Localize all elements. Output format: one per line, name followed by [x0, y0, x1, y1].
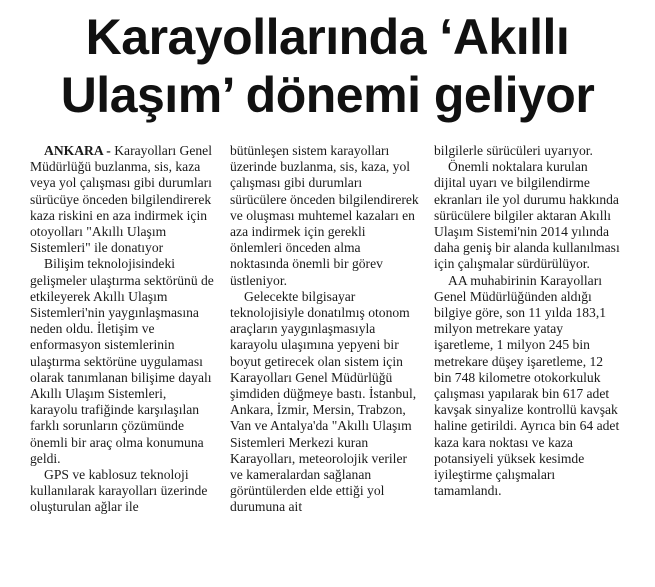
paragraph: Önemli noktalara kurulan dijital uyarı ve bilgilendirme ekranları ile yol durumu hakkında sürücülere bilgiler aktaran Akıllı Ulaşım Sistemi'nin 2014 yılında daha geniş bir alanda kullanılması için çalışmalar sürdürülüyor.	[434, 159, 620, 272]
paragraph: GPS ve kablosuz teknoloji kullanılarak karayolları üzerinde oluşturulan ağlar ile	[30, 467, 208, 515]
paragraph: bilgilerle sürücüleri uyarıyor.	[434, 143, 593, 158]
paragraph-text: Karayolları Genel Müdürlüğü buzlanma, sis, kaza veya yol çalışması gibi durumları sürücüye önceden bilgilendirerek kaza riskini en aza indirmek için otoyolları "Akıllı Ulaşım Sistemleri" ile donatıyor	[30, 143, 212, 256]
paragraph: bütünleşen sistem karayolları üzerinde buzlanma, sis, kaza, yol çalışması gibi durumları sürücülere önceden bilgilendirerek ve oluşması muhtemel kazaları en aza indirmek için gerekli önlemleri önceden alma noktasında önemli bir görev üstleniyor.	[230, 143, 419, 288]
paragraph: Bilişim teknolojisindeki gelişmeler ulaştırma sektörünü de etkileyerek Akıllı Ulaşım Sistemleri'nin yaygınlaşmasına neden oldu. İletişim ve enformasyon sistemlerinin ulaştırma sektörüne uygulaması olarak tanımlanan bilişime dayalı Akıllı Ulaşım Sistemleri, karayolu trafiğinde karşılaşılan farklı sorunların çözümünde önemli bir araç olma konumuna geldi.	[30, 256, 214, 466]
dateline: ANKARA -	[44, 143, 111, 158]
paragraph: Gelecekte bilgisayar teknolojisiyle donatılmış otonom araçların yaygınlaşmasıyla karayolu ulaşımına yepyeni bir boyut getirecek olan sistem için Karayolları Genel Müdürlüğü şimdiden düğmeye bastı. İstanbul, Ankara, İzmir, Mersin, Trabzon, Van ve Antalya'da "Akıllı Ulaşım Sistemleri Merkezi kuran Karayolları, meteorolojik veriler ve kameralardan sağlanan görüntülerden elde ettiği yol durumuna ait	[230, 288, 417, 515]
column-3	[434, 143, 622, 587]
article-body	[30, 143, 645, 587]
paragraph	[30, 143, 215, 256]
column-1	[30, 143, 215, 587]
paragraph: AA muhabirinin Karayolları Genel Müdürlüğünden aldığı bilgiye göre, son 11 yılda 183,1 milyon metrekare yatay işaretleme, 1 milyon 245 bin metrekare düşey işaretleme, 12 bin 748 kilometre otokorkuluk çalışması yapılarak bin 617 adet kavşak sinyalize kontrollü kavşak haline getirildi. Ayrıca bin 64 adet kaza kara noktası ve kaza potansiyeli yüksek kesimde iyileştirme çalışmaları tamamlandı.	[434, 272, 620, 499]
headline: Karayollarında ‘Akıllı Ulaşım’ dönemi geliyor	[60, 9, 595, 123]
column-2	[230, 143, 419, 587]
